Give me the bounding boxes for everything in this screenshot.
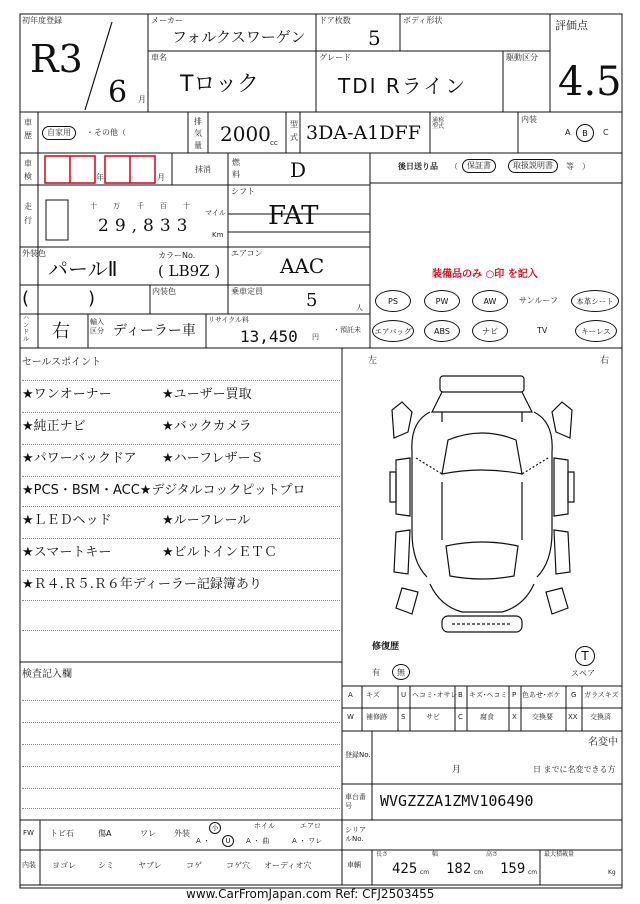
height-unit: cm	[528, 869, 538, 876]
small-mark: 小	[209, 822, 221, 834]
later-items-label: 後日送り品	[398, 162, 438, 171]
sales-point: ★PCS・BSM・ACC★デジタルコックピットプロ	[22, 483, 306, 498]
interior-grade-a: A	[565, 128, 571, 137]
sales-point: ★Ｒ４.Ｒ５.Ｒ６年ディーラー記録簿あり	[22, 577, 262, 592]
grade-label: グレード	[319, 53, 351, 62]
legend-desc: 腐食	[480, 713, 494, 721]
name-change-label: 名変中	[588, 737, 618, 748]
small-values: A ・	[196, 837, 211, 845]
inspection-label: 車検	[24, 159, 32, 181]
repair-yes: 有	[372, 668, 380, 677]
legend-code: B	[458, 691, 463, 699]
deposit-label: ・預託未	[333, 326, 361, 334]
mileage-value: 29,833	[98, 216, 194, 236]
int-color-label: 内装色	[152, 287, 176, 296]
legend-code: C	[458, 713, 463, 721]
sales-point: ★ビルトインＥＴＣ	[162, 545, 278, 560]
equip-navi: ナビ	[472, 320, 508, 342]
displacement-unit: cc	[270, 139, 278, 147]
wheel-label: ホイル	[254, 822, 275, 830]
mileage-label: 走行	[24, 202, 32, 225]
reg-no-label: 登録No.	[345, 751, 371, 759]
grade-value: TDI Rライン	[338, 74, 468, 98]
mile-label: マイル	[205, 209, 226, 217]
type-small-label: 通称型式	[432, 117, 445, 130]
drive-label: 駆動区分	[506, 53, 538, 62]
max-load-unit: Kg	[608, 869, 616, 876]
diagram-left-label: 左	[368, 356, 378, 366]
ac-value: AAC	[280, 254, 325, 278]
first-reg-month: 6	[108, 75, 128, 110]
interior-item: コゲ	[186, 861, 202, 870]
first-reg-year: R3	[30, 37, 83, 81]
later-items-etc: 等 ）	[566, 162, 590, 171]
digit-unit-2: 万	[113, 202, 120, 210]
first-reg-label: 初年度登録	[22, 16, 62, 25]
equip-aw: AW	[472, 290, 508, 312]
legend-code: P	[512, 691, 517, 699]
type-label: 型式	[290, 120, 298, 142]
fw-item: 傷A	[98, 829, 112, 838]
interior-item: コゲ穴	[226, 861, 250, 870]
equip-abs: ABS	[424, 320, 460, 342]
color-no-value: ( LB9Z )	[158, 262, 221, 280]
equip-tv: TV	[537, 326, 548, 335]
wheel-values: A ・ 曲	[246, 837, 270, 845]
exterior-label: 外装	[174, 829, 190, 838]
sales-point: ★バックカメラ	[162, 419, 252, 434]
legend-desc: 色あせ･ボケ	[522, 691, 561, 699]
score-label: 評価点	[555, 19, 588, 32]
height-value: 159	[500, 861, 526, 877]
aero-label: エアロ	[300, 822, 321, 830]
sales-point: ★パワーバックドア	[22, 451, 137, 466]
equip-ps: PS	[375, 290, 411, 312]
digit-unit-1: 十	[90, 202, 97, 210]
fw-item: トビ石	[50, 829, 74, 838]
legend-desc: ガラスキズ	[584, 691, 619, 699]
recycle-unit: 円	[312, 333, 319, 341]
maker-label: メーカー	[151, 16, 183, 25]
equip-airbag: エアバッグ	[372, 320, 414, 342]
diagram-right-label: 右	[600, 356, 610, 366]
handle-label: ハンドル	[23, 315, 30, 343]
interior-item: ヤブレ	[138, 861, 162, 870]
fw-item: ワレ	[140, 829, 156, 838]
capacity-unit: 人	[356, 304, 363, 312]
vin-label: 車台番号	[345, 793, 366, 810]
color-no-label: カラーNo.	[158, 251, 196, 260]
height-label: 高さ	[486, 851, 499, 858]
digit-unit-3: 千	[137, 202, 144, 210]
reg-month-label: 月	[452, 765, 462, 775]
history-own: 自家用	[42, 126, 76, 140]
legend-code: W	[347, 713, 354, 721]
score-value: 4.5	[558, 59, 622, 105]
spare-mark: T	[575, 646, 595, 666]
interior-bottom-label: 内装	[22, 861, 36, 869]
sales-point: ★ユーザー買取	[162, 387, 252, 402]
legend-code: X	[512, 713, 517, 721]
sales-point: ★ＬＥＤヘッド	[22, 513, 112, 528]
inspection-notes-title: 検査記入欄	[22, 669, 72, 680]
legend-desc: 交換要	[532, 713, 553, 721]
legend-desc: 交換済	[590, 713, 611, 721]
handle-value: 右	[52, 321, 70, 342]
capacity-value: 5	[306, 290, 318, 311]
fw-label: FW	[23, 829, 34, 837]
history-label: 車歴	[24, 118, 32, 140]
equip-pw: PW	[424, 290, 460, 312]
sales-points-title: セールスポイント	[22, 357, 102, 368]
equipment-title: 装備品のみ ○印 を記入	[432, 269, 538, 280]
digit-unit-5: 十	[183, 202, 190, 210]
ac-label: エアコン	[231, 249, 263, 258]
interior-item: オーディオ穴	[264, 861, 312, 870]
spare-label: スペア	[571, 669, 595, 678]
legend-code: S	[401, 713, 406, 721]
model-value: Tロック	[180, 72, 259, 97]
width-value: 182	[446, 861, 472, 877]
repair-history-label: 修復歴	[372, 642, 400, 652]
displacement-value: 2000	[220, 122, 271, 146]
equip-keyless: キーレス	[575, 320, 617, 342]
doors-value: 5	[368, 26, 381, 50]
maker-value: フォルクスワーゲン	[172, 28, 306, 46]
width-unit: cm	[474, 869, 484, 876]
legend-desc: ヘコミ･オサレ	[412, 691, 458, 699]
length-value: 425	[392, 861, 418, 877]
fuel-value: D	[290, 158, 307, 182]
shift-label: シフト	[231, 187, 255, 196]
legend-desc: キズ･ヘコミ	[469, 691, 508, 699]
aero-values: A ・ ワレ	[292, 837, 323, 845]
interior-grade-c: C	[603, 128, 609, 137]
sales-point: ★ハーフレザーＳ	[162, 451, 264, 466]
sales-point: ★純正ナビ	[22, 419, 86, 434]
length-label: 長さ	[376, 851, 389, 858]
history-other: ・その他（	[86, 128, 126, 137]
interior-grade-b: B	[576, 124, 594, 142]
capacity-label: 乗車定員	[231, 287, 263, 296]
later-item-manual: 取扱説明書	[508, 159, 558, 173]
reg-day-text: 日 までに名変できる方	[533, 765, 616, 774]
digit-unit-4: 百	[160, 202, 167, 210]
body-label: ボディ形状	[403, 16, 443, 25]
legend-desc: 補修跡	[366, 713, 387, 721]
km-label: Km	[212, 231, 224, 239]
car-diagram	[382, 362, 582, 642]
equip-leather: 本革シート	[571, 290, 619, 312]
inspection-year-unit: 年	[96, 173, 104, 182]
type-code: 3DA-A1DFF	[306, 122, 421, 144]
import-value: ディーラー車	[113, 323, 196, 339]
first-reg-month-unit: 月	[138, 95, 146, 104]
legend-desc: キズ	[366, 691, 380, 699]
displacement-label: 排気量	[194, 117, 202, 150]
interior-label: 内装	[521, 115, 537, 124]
paren-close: )	[88, 288, 96, 309]
equip-sunroof: サンルーフ	[519, 296, 558, 305]
legend-code: A	[348, 691, 353, 699]
dims-label: 車輌	[347, 861, 361, 869]
sales-point: ★ワンオーナー	[22, 387, 112, 402]
interior-item: シミ	[98, 861, 114, 870]
later-item-warranty: 保証書	[462, 159, 496, 173]
legend-code: XX	[568, 713, 578, 721]
shift-value: FAT	[268, 201, 319, 231]
later-items-open: （	[450, 162, 458, 171]
ext-color-label: 外装色	[22, 249, 46, 258]
sales-point: ★スマートキー	[22, 545, 112, 560]
width-label: 幅	[432, 851, 439, 858]
inspection-month-unit: 月	[157, 173, 165, 182]
legend-code: G	[571, 691, 577, 699]
recycle-value: 13,450	[240, 327, 298, 346]
repair-no: 無	[392, 664, 410, 680]
footer-ref: www.CarFromJapan.com Ref: CFJ2503455	[186, 887, 435, 901]
fuel-label: 燃料	[232, 158, 240, 179]
model-label: 車名	[151, 53, 167, 62]
paren-open: (	[22, 288, 30, 309]
erased-label: 抹消	[195, 165, 211, 174]
length-unit: cm	[420, 869, 430, 876]
vin-value: WVGZZZA1ZMV106490	[380, 792, 534, 810]
ext-color-value: パールⅡ	[48, 257, 118, 281]
import-label: 輸入区分	[90, 318, 104, 335]
legend-grid	[342, 686, 622, 732]
legend-code: U	[401, 691, 407, 699]
legend-desc: サビ	[426, 713, 440, 721]
interior-item: ヨゴレ	[52, 861, 76, 870]
sales-point: ★ルーフレール	[162, 513, 251, 528]
doors-label: ドア枚数	[319, 16, 351, 25]
recycle-label: リサイクル料	[208, 316, 250, 324]
u-mark: U	[222, 835, 234, 847]
max-load-label: 最大積載量	[544, 851, 575, 858]
serial-label: シリアルNo.	[345, 826, 366, 843]
